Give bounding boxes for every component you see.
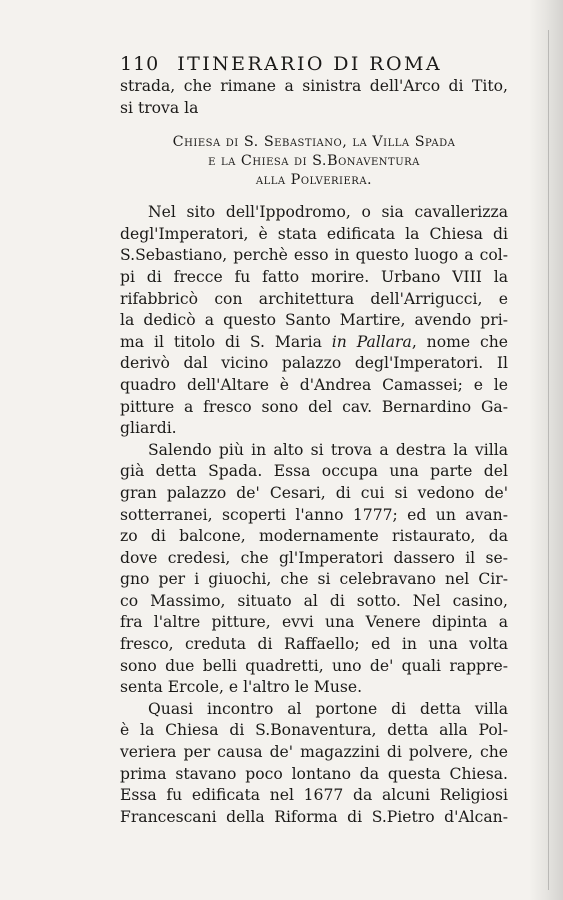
text-line: Quasi incontro al portone di detta villa	[148, 699, 508, 718]
section-title	[120, 133, 508, 190]
text-line: ma il titolo di S. Maria in Pallara, nome che	[120, 332, 509, 351]
text-line: fresco, creduta di Raffaello; ed in una volta	[120, 635, 508, 654]
text-line: Nel sito dell'Ippodromo, o sia cavallerizza	[148, 203, 508, 222]
text-line: dove credesi, che gl'Imperatori dassero il se-	[120, 548, 508, 567]
page-edge-shadow	[529, 0, 563, 900]
text-line: pitture a fresco sono del cav. Bernardino Ga-	[120, 397, 508, 416]
text-line: la dedicò a questo Santo Martire, avendo pri-	[120, 311, 508, 330]
section-title-line: Chiesa di S. Sebastiano, la Villa Spada	[172, 134, 456, 151]
text-line: già detta Spada. Essa occupa una parte del	[120, 462, 508, 481]
text-line: pi di frecce fu fatto morire. Urbano VIII la	[120, 267, 508, 286]
text-line: Essa fu edificata nel 1677 da alcuni Religiosi	[120, 786, 508, 805]
page-number: 110	[120, 53, 160, 75]
section-title-line: alla Polveriera.	[255, 172, 373, 189]
text-line: prima stavano poco lontano da questa Chiesa.	[120, 764, 508, 783]
paragraph	[120, 440, 508, 699]
text-line: Salendo più in alto si trova a destra la villa	[148, 440, 508, 459]
text-line: zo di balcone, modernamente ristaurato, da	[120, 527, 508, 546]
text-line: sotterranei, scoperti l'anno 1777; ed un avan-	[120, 505, 508, 524]
paragraph	[120, 699, 508, 829]
intro-line: si trova la	[120, 98, 199, 117]
text-line: fra l'altre pitture, evvi una Venere dipinta a	[120, 613, 508, 632]
text-line: derivò dal vicino palazzo degl'Imperatori. Il	[120, 354, 508, 373]
text-line: Francescani della Riforma di S.Pietro d'Alcan-	[120, 807, 508, 826]
text-line: S.Sebastiano, perchè esso in questo luogo a col-	[120, 246, 508, 265]
text-line: senta Ercole, e l'altro le Muse.	[120, 678, 363, 697]
intro-line: strada, che rimane a sinistra dell'Arco di Tito,	[120, 77, 508, 95]
italic-place-name: in Pallara	[331, 332, 412, 351]
paragraph	[120, 202, 508, 440]
text-line: sono due belli quadretti, uno de' quali rappre-	[120, 656, 508, 675]
text-line: gliardi.	[120, 419, 177, 438]
text-line: è la Chiesa di S.Bonaventura, detta alla Pol-	[120, 721, 508, 740]
page-edge-line	[548, 30, 549, 890]
text-line: gno per i giuochi, che si celebravano nel Cir-	[120, 570, 508, 589]
text-line: co Massimo, situato al di sotto. Nel casino,	[120, 591, 508, 610]
text-line: quadro dell'Altare è d'Andrea Camassei; e le	[120, 375, 508, 394]
running-header	[120, 52, 508, 76]
book-page	[120, 52, 508, 828]
text-line: veriera per causa de' magazzini di polvere, che	[120, 743, 508, 762]
text-line: gran palazzo de' Cesari, di cui si vedono de'	[120, 483, 508, 502]
section-title-line: e la Chiesa di S.Bonaventura	[208, 153, 420, 170]
running-title: ITINERARIO DI ROMA	[177, 53, 442, 75]
text-line: degl'Imperatori, è stata edificata la Chiesa di	[120, 224, 508, 243]
text-line: rifabbricò con architettura dell'Arrigucci, e	[120, 289, 508, 308]
